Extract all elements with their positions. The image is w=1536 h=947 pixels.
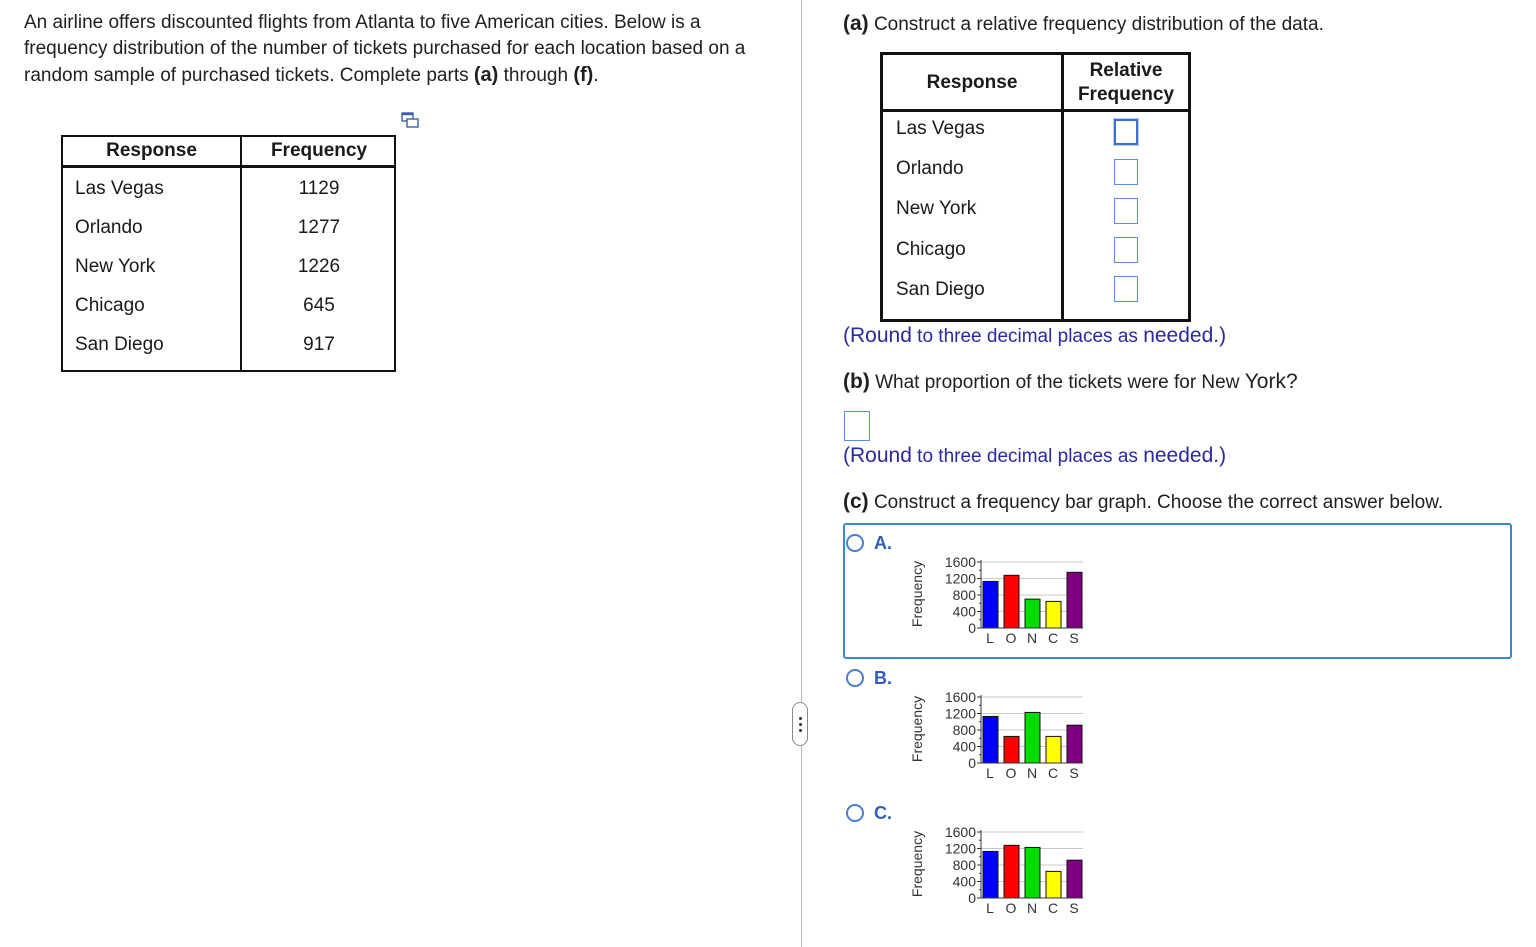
- x-tick-label: L: [986, 630, 995, 646]
- header-relative-line2: Frequency: [1077, 84, 1175, 105]
- x-tick-label: C: [1047, 900, 1060, 916]
- copy-data-icon[interactable]: [401, 112, 419, 128]
- row-response: Orlando: [75, 217, 143, 238]
- y-tick-label: 800: [952, 587, 976, 603]
- row-frequency: 1129: [298, 178, 340, 199]
- rf-row-response: Las Vegas: [896, 118, 985, 139]
- part-b-label: (b): [843, 370, 870, 393]
- round-mid: to three decimal places as: [911, 446, 1144, 467]
- bar-C: [1046, 736, 1061, 763]
- bar-O: [1004, 845, 1019, 898]
- intro-text: An airline offers discounted flights from Atlanta to five American cities. Below is a frequency distribution of the number of tickets purchased for each location based on a random sample of purchased tickets. Complete parts: [24, 12, 746, 86]
- rf-row-response: San Diego: [896, 279, 985, 300]
- part-b-question: [843, 370, 1298, 394]
- option-b-label[interactable]: B.: [874, 668, 892, 688]
- option-c-label[interactable]: C.: [874, 803, 892, 823]
- part-b-round-note: [843, 444, 1226, 468]
- bar-S: [1067, 725, 1082, 763]
- x-tick-label: N: [1026, 630, 1039, 646]
- x-tick-label: N: [1026, 765, 1039, 781]
- round-mid: to three decimal places as: [911, 326, 1144, 347]
- intro-part-f: (f): [573, 64, 594, 86]
- y-axis-label: Frequency: [909, 560, 925, 628]
- y-tick-label: 1200: [944, 570, 976, 587]
- part-c-label: (c): [843, 490, 869, 513]
- intro-part-a: (a): [473, 64, 499, 86]
- answer-input-las-vegas[interactable]: [1114, 119, 1138, 145]
- header-relative-frequency: [1064, 59, 1188, 107]
- pane-divider[interactable]: [801, 0, 802, 947]
- answer-input-orlando[interactable]: [1114, 159, 1138, 185]
- y-tick-label: 1200: [944, 840, 976, 857]
- intro-end: .: [593, 65, 599, 86]
- y-tick-label: 0: [968, 620, 976, 636]
- x-tick-label: O: [1005, 900, 1018, 916]
- bar-C: [1046, 871, 1061, 898]
- row-frequency: 1277: [297, 217, 341, 238]
- y-tick-label: 400: [952, 873, 976, 890]
- option-b-radio[interactable]: [846, 669, 864, 687]
- rf-row-response: New York: [896, 198, 977, 219]
- x-tick-label: S: [1069, 900, 1080, 916]
- part-a-question: [843, 12, 1324, 36]
- y-tick-label: 800: [952, 857, 976, 873]
- y-axis-label: Frequency: [909, 695, 925, 763]
- part-c-text: Construct a frequency bar graph. Choose the correct answer below.: [873, 492, 1444, 513]
- frequency-table-header: [63, 137, 394, 168]
- x-tick-label: L: [986, 765, 995, 781]
- rf-row-response: Chicago: [896, 239, 966, 260]
- row-frequency: 1226: [297, 256, 341, 277]
- x-tick-label: O: [1005, 765, 1018, 781]
- bar-L: [983, 716, 998, 763]
- header-frequency: Frequency: [270, 140, 368, 161]
- y-tick-label: 400: [952, 738, 976, 755]
- y-tick-label: 800: [952, 722, 976, 738]
- intro-through: through: [498, 65, 574, 86]
- rf-row-response: Orlando: [896, 158, 964, 179]
- row-response: San Diego: [75, 334, 164, 355]
- option-a-radio[interactable]: [846, 534, 864, 552]
- option-c-bar-chart[interactable]: [900, 808, 1100, 916]
- part-c-question: [843, 490, 1443, 514]
- option-a-bar-chart[interactable]: [900, 538, 1100, 646]
- bar-N: [1025, 599, 1040, 628]
- bar-N: [1025, 847, 1040, 898]
- row-response: New York: [75, 256, 156, 277]
- header-relative-line1: Relative: [1089, 60, 1163, 81]
- x-tick-label: S: [1069, 765, 1080, 781]
- x-tick-label: S: [1069, 630, 1080, 646]
- bar-S: [1067, 572, 1082, 628]
- bar-O: [1004, 575, 1019, 628]
- y-tick-label: 1600: [944, 824, 976, 840]
- round-open: (Round: [843, 444, 912, 467]
- part-a-round-note: [843, 324, 1226, 348]
- row-frequency: 917: [303, 334, 335, 355]
- part-b-text: What proportion of the tickets were for New: [875, 372, 1245, 393]
- option-b-bar-chart[interactable]: [900, 673, 1100, 781]
- part-b-text-end: York?: [1244, 370, 1298, 393]
- frequency-table: [61, 135, 396, 372]
- part-a-label: (a): [843, 12, 869, 35]
- x-tick-label: C: [1047, 765, 1060, 781]
- y-tick-label: 1600: [944, 554, 976, 570]
- bar-O: [1004, 736, 1019, 763]
- row-frequency: 645: [303, 295, 335, 316]
- y-tick-label: 0: [968, 755, 976, 771]
- bar-L: [983, 851, 998, 898]
- answer-input-san-diego[interactable]: [1114, 276, 1138, 302]
- relative-frequency-header: [883, 55, 1188, 112]
- y-tick-label: 1200: [944, 705, 976, 722]
- relative-frequency-table: [880, 52, 1191, 322]
- x-tick-label: O: [1005, 630, 1018, 646]
- row-response: Las Vegas: [75, 178, 164, 199]
- x-tick-label: L: [986, 900, 995, 916]
- y-tick-label: 400: [952, 603, 976, 620]
- splitter-handle[interactable]: [792, 702, 808, 746]
- x-tick-label: C: [1047, 630, 1060, 646]
- bar-S: [1067, 860, 1082, 898]
- option-a-label[interactable]: A.: [874, 533, 892, 553]
- round-close: needed.): [1143, 444, 1227, 467]
- answer-input-new-york[interactable]: [1114, 198, 1138, 224]
- y-tick-label: 0: [968, 890, 976, 906]
- header-response: Response: [106, 140, 197, 161]
- bar-C: [1046, 601, 1061, 628]
- x-tick-label: N: [1026, 900, 1039, 916]
- problem-statement: [24, 10, 764, 89]
- bar-L: [983, 581, 998, 628]
- part-a-text: Construct a relative frequency distribution of the data.: [873, 14, 1324, 35]
- y-tick-label: 1600: [944, 689, 976, 705]
- round-open: (Round: [843, 324, 912, 347]
- option-c-radio[interactable]: [846, 804, 864, 822]
- bar-N: [1025, 712, 1040, 763]
- round-close: needed.): [1143, 324, 1227, 347]
- answer-input-chicago[interactable]: [1114, 237, 1138, 263]
- y-axis-label: Frequency: [909, 830, 925, 898]
- header-response: Response: [926, 72, 1018, 93]
- row-response: Chicago: [75, 295, 145, 316]
- answer-input-new-york-proportion[interactable]: [844, 411, 870, 441]
